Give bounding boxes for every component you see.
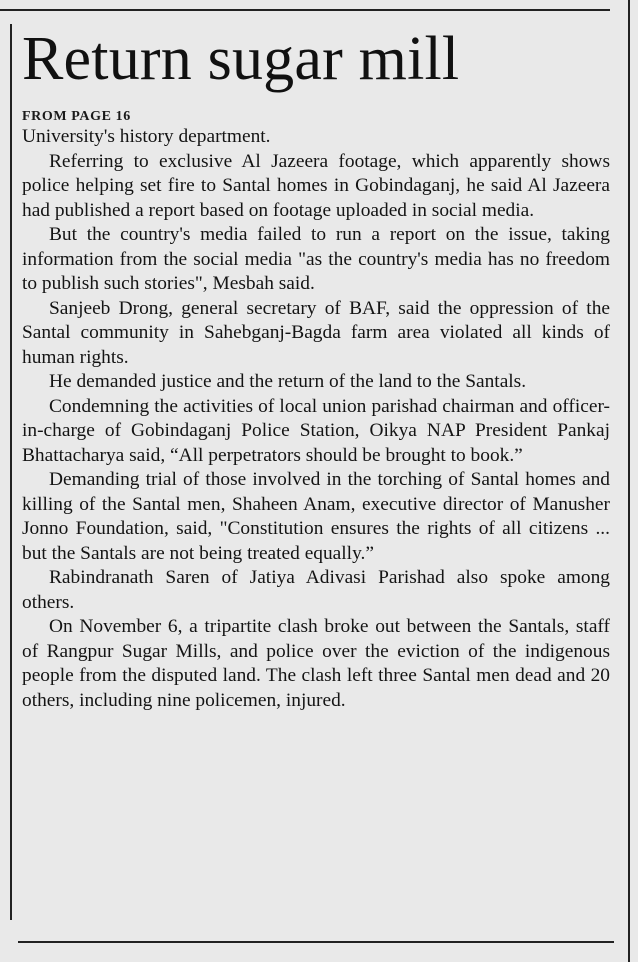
paragraph: University's history department. (22, 126, 271, 147)
headline: Return sugar mill (22, 25, 460, 93)
left-column-rule (10, 24, 12, 920)
paragraph: Rabindranath Saren of Jatiya Adivasi Parishad also spoke among others. (22, 567, 610, 613)
article (22, 26, 610, 713)
paragraph: Referring to exclusive Al Jazeera footage, which apparently shows police helping set fire to Santal homes in Gobindaganj, he said Al Jazeera had published a report based on footage uploaded in social media. (22, 150, 610, 221)
bottom-rule (18, 941, 614, 943)
top-rule (0, 9, 610, 11)
right-column-rule (628, 0, 630, 962)
jump-label: FROM PAGE 16 (22, 109, 131, 124)
paragraph: But the country's media failed to run a report on the issue, taking information from the social media "as the country's media has no freedom to publish such stories", Mesbah said. (22, 224, 610, 294)
paragraph: Condemning the activities of local union parishad chairman and officer-in-charge of Gobindaganj Police Station, Oikya NAP President Pankaj Bhattacharya said, “All perpetrators should be brought to book.” (22, 395, 610, 466)
paragraph: He demanded justice and the return of the land to the Santals. (49, 371, 527, 392)
article-body (22, 125, 610, 713)
paragraph: Sanjeeb Drong, general secretary of BAF, said the oppression of the Santal community in Sahebganj-Bagda farm area violated all kinds of human rights. (22, 297, 610, 368)
paragraph: Demanding trial of those involved in the torching of Santal homes and killing of the Santal men, Shaheen Anam, executive director of Manusher Jonno Foundation, said, "Constitution ensures the rights of all citizens ... but the Santals are not being treated equally.” (22, 469, 610, 564)
paragraph: On November 6, a tripartite clash broke out between the Santals, staff of Rangpur Sugar Mills, and police over the eviction of the indigenous people from the disputed land. The clash left three Santal men dead and 20 others, including nine policemen, injured. (22, 616, 610, 711)
